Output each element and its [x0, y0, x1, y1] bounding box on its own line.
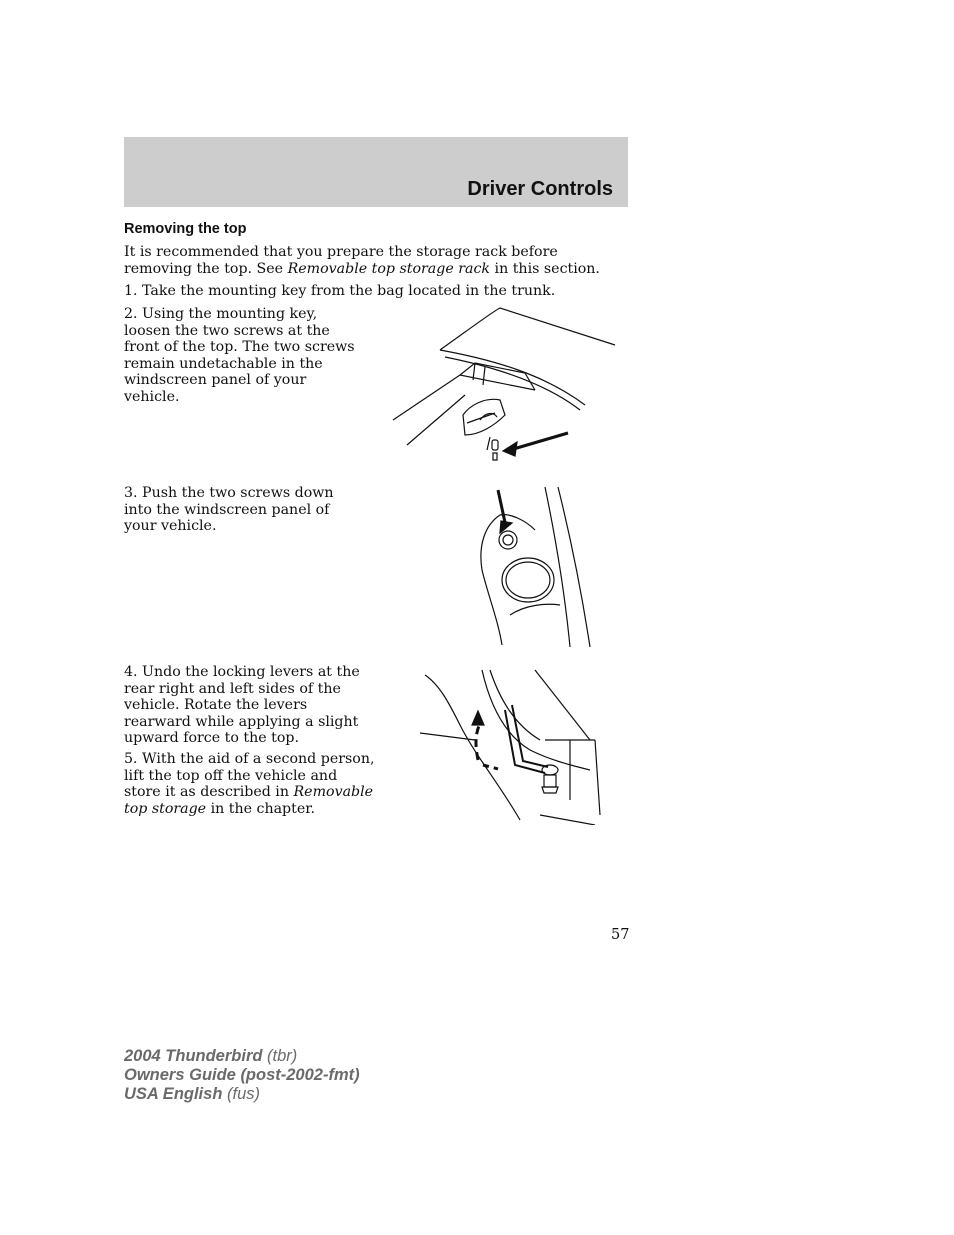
intro-text-end: in this section. — [490, 260, 600, 277]
step-5-crossref: Removable top storage — [124, 784, 374, 817]
push-screws-illustration — [470, 485, 610, 650]
step-4: 4. Undo the locking levers at the rear right and left sides of the vehicle. Rotate the levers rearward while applying a slight upward force to the top. — [124, 664, 360, 746]
footer-model: 2004 Thunderbird — [124, 1047, 263, 1065]
intro-crossref: Removable top storage rack — [287, 260, 491, 277]
document-footer — [124, 1047, 360, 1104]
intro-paragraph — [124, 244, 614, 277]
footer-language: USA English — [124, 1085, 223, 1103]
footer-model-code: (tbr) — [262, 1047, 298, 1065]
step-1: 1. Take the mounting key from the bag located in the trunk. — [124, 283, 556, 299]
step-5-text-end: in the chapter. — [206, 800, 315, 817]
page-number: 57 — [611, 927, 630, 943]
subsection-heading: Removing the top — [124, 221, 247, 237]
section-title: Driver Controls — [467, 178, 613, 200]
step-2: 2. Using the mounting key, loosen the two screws at the front of the top. The two screws remain undetachable in the windscreen panel of your vehicle. — [124, 306, 355, 405]
locking-lever-illustration — [420, 665, 610, 825]
loosen-screws-illustration — [385, 305, 620, 465]
step-3: 3. Push the two screws down into the windscreen panel of your vehicle. — [124, 485, 334, 534]
step-5-text: 5. With the aid of a second person, lift the top off the vehicle and store it as described in — [124, 751, 375, 800]
intro-text: It is recommended that you prepare the storage rack before removing the top. See — [124, 244, 558, 277]
footer-line-1 — [124, 1047, 360, 1066]
section-header-bar — [124, 137, 628, 207]
step-5 — [124, 751, 376, 817]
footer-language-code: (fus) — [222, 1085, 260, 1103]
footer-line-3 — [124, 1085, 360, 1104]
footer-guide: Owners Guide (post-2002-fmt) — [124, 1066, 360, 1084]
footer-line-2 — [124, 1066, 360, 1085]
